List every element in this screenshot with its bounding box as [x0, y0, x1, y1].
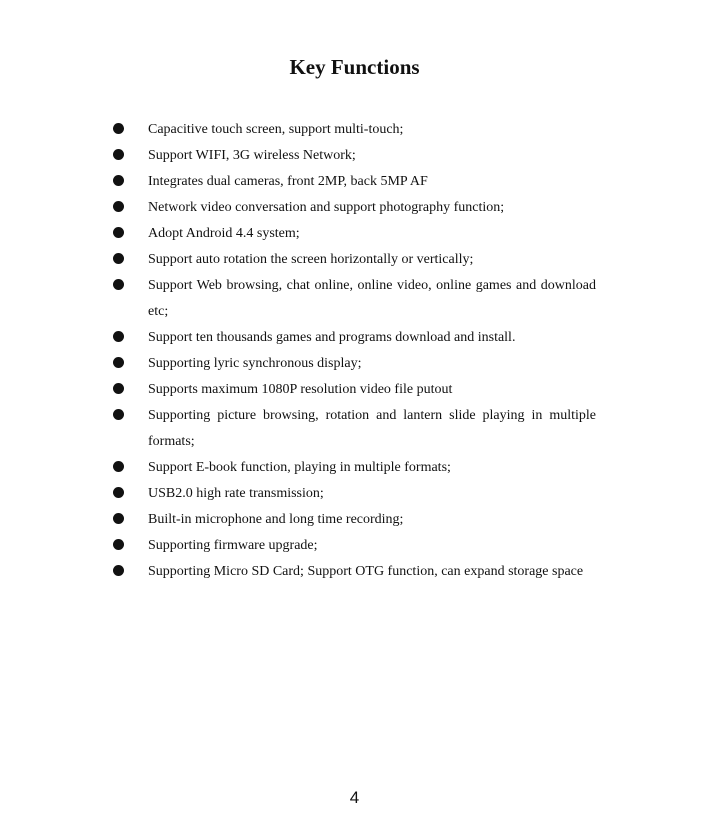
feature-item-auto-rotation [0, 247, 709, 273]
bullet-icon [113, 279, 124, 290]
feature-item-ebook [0, 455, 709, 481]
feature-list [0, 117, 709, 585]
feature-text: Support Web browsing, chat online, online video, online games and download etc; [148, 278, 596, 319]
feature-text: Capacitive touch screen, support multi-touch; [148, 122, 404, 137]
feature-text: Built-in microphone and long time recording; [148, 512, 404, 527]
feature-text: Support auto rotation the screen horizontally or vertically; [148, 252, 474, 267]
feature-item-web-browsing [0, 273, 709, 325]
feature-text: Supporting firmware upgrade; [148, 538, 318, 553]
feature-text: Network video conversation and support photography function; [148, 200, 505, 215]
bullet-icon [113, 383, 124, 394]
feature-item-dual-cameras [0, 169, 709, 195]
bullet-icon [113, 487, 124, 498]
page-number: 4 [349, 788, 360, 807]
bullet-icon [113, 565, 124, 576]
bullet-icon [113, 123, 124, 134]
feature-text: Integrates dual cameras, front 2MP, back 5MP AF [148, 174, 428, 189]
bullet-icon [113, 201, 124, 212]
feature-text: Supports maximum 1080P resolution video file putout [148, 382, 453, 397]
feature-item-firmware-upgrade [0, 533, 709, 559]
feature-item-games-programs [0, 325, 709, 351]
bullet-icon [113, 253, 124, 264]
feature-text: Supporting lyric synchronous display; [148, 356, 362, 371]
feature-text: Support E-book function, playing in multiple formats; [148, 460, 451, 475]
feature-item-lyric-display [0, 351, 709, 377]
page-title: Key Functions [289, 55, 420, 79]
feature-item-capacitive-touch [0, 117, 709, 143]
bullet-icon [113, 539, 124, 550]
bullet-icon [113, 409, 124, 420]
feature-text: Support ten thousands games and programs download and install. [148, 330, 516, 345]
feature-item-video-conversation [0, 195, 709, 221]
bullet-icon [113, 149, 124, 160]
bullet-icon [113, 331, 124, 342]
feature-text: Supporting Micro SD Card; Support OTG function, can expand storage space [148, 564, 584, 579]
feature-item-usb-transmission [0, 481, 709, 507]
bullet-icon [113, 175, 124, 186]
bullet-icon [113, 513, 124, 524]
feature-text: USB2.0 high rate transmission; [148, 486, 324, 501]
feature-text: Support WIFI, 3G wireless Network; [148, 148, 356, 163]
bullet-icon [113, 461, 124, 472]
bullet-icon [113, 227, 124, 238]
feature-item-picture-browsing [0, 403, 709, 455]
feature-item-wifi-3g [0, 143, 709, 169]
feature-text: Adopt Android 4.4 system; [148, 226, 300, 241]
feature-item-android-system [0, 221, 709, 247]
feature-item-1080p-video [0, 377, 709, 403]
bullet-icon [113, 357, 124, 368]
feature-text: Supporting picture browsing, rotation and lantern slide playing in multiple formats; [148, 408, 596, 449]
feature-item-microphone [0, 507, 709, 533]
feature-item-micro-sd-otg [0, 559, 709, 585]
